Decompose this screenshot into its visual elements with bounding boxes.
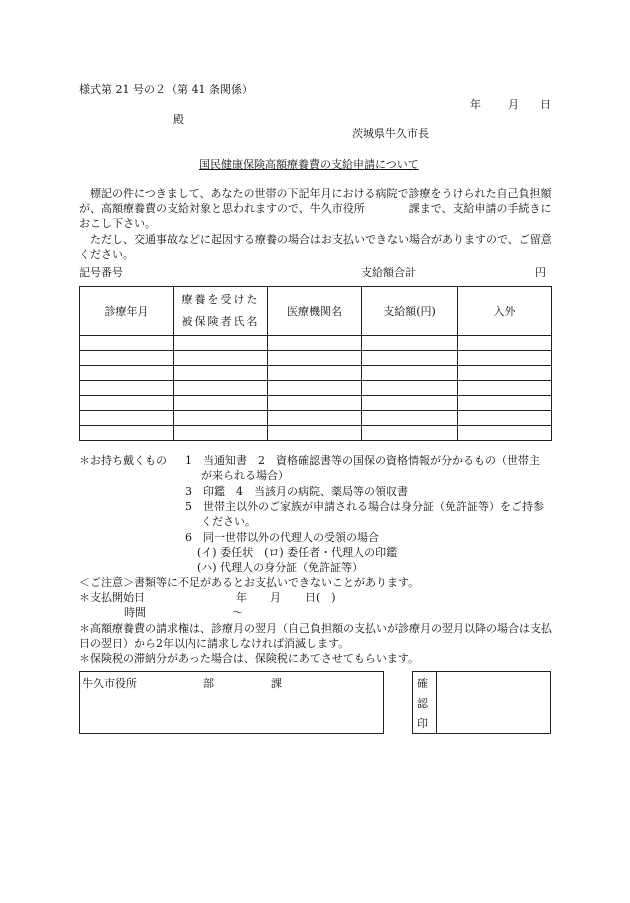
addressee-suffix: 殿 [173,113,184,126]
col-header-amount: 支給額(円) [362,287,458,336]
table-cell [174,426,268,441]
table-header-row [80,287,552,336]
col-header-patient-line2: 被保険者氏名 [181,315,260,328]
table-cell [362,381,458,396]
seal-char-1: 確 [417,677,428,690]
seal-char-3: 印 [417,717,428,730]
table-cell [362,411,458,426]
seal-divider [436,671,437,734]
table-cell [362,351,458,366]
table-cell [80,351,174,366]
col-header-patient-name [174,287,268,336]
table-cell [80,336,174,351]
table-cell [458,381,552,396]
payment-year-label: 年 [236,591,247,604]
table-cell [80,426,174,441]
bring-item-5-cont: ください。 [201,515,256,528]
claims-table [79,286,552,441]
table-cell [268,396,362,411]
issuer: 茨城県牛久市長 [352,127,429,140]
table-cell [458,366,552,381]
table-cell [362,366,458,381]
bring-item-6: 6 同一世帯以外の代理人の受領の場合 [185,531,379,544]
table-cell [80,366,174,381]
bring-item-5: 5 世帯主以外のご家族が申請される場合は身分証（免許証等）をご持参 [185,500,544,513]
table-row [80,426,552,441]
date-day-label: 日 [540,98,551,111]
table-cell [458,426,552,441]
table-cell [174,351,268,366]
bring-item-6-b: (ハ) 代理人の身分証（免許証等） [197,561,364,574]
date-month-label: 月 [508,98,519,111]
caution-note: ＜ご注意＞書類等に不足があるとお支払いできないことがあります。 [79,576,420,589]
table-row [80,411,552,426]
bring-item-1-2-cont: が来られる場合） [201,469,289,482]
table-cell [268,411,362,426]
office-name: 牛久市役所 [82,677,137,690]
table-cell [174,411,268,426]
time-label: 時間 [124,606,146,619]
table-cell [174,396,268,411]
table-cell [174,381,268,396]
total-amount-unit: 円 [535,266,546,279]
bring-item-6-a: (イ) 委任状 (ロ) 委任者・代理人の印鑑 [197,546,398,559]
table-cell [458,336,552,351]
office-dept-label: 部 [203,677,214,690]
table-row [80,381,552,396]
total-amount-label: 支給額合計 [361,266,416,279]
col-header-in-out: 入外 [458,287,552,336]
table-row [80,336,552,351]
table-row [80,351,552,366]
payment-month-label: 月 [270,591,281,604]
table-cell [80,381,174,396]
table-cell [174,366,268,381]
col-header-month: 診療年月 [80,287,174,336]
paragraph-note: ただし、交通事故などに起因する療養の場合はお支払いできない場合がありますので、ご留意ください。 [79,233,552,261]
table-cell [174,336,268,351]
time-range-tilde: 〜 [232,606,243,619]
table-cell [268,351,362,366]
table-cell [268,366,362,381]
table-row [80,396,552,411]
payment-start-label: ＊支払開始日 [79,591,145,604]
date-year-label: 年 [470,98,481,111]
confirmation-seal-box [412,671,551,734]
paragraph-intro: 標記の件につきまして、あなたの世帯の下記年月における病院で診療をうけられた自己負担額が、高額療養費の支給対象と思われますので、牛久市役所 課まで、支給申請の手続きにおこし下さい。 [79,187,552,230]
payment-day-label: 日( ) [305,591,336,604]
table-cell [268,381,362,396]
table-cell [80,411,174,426]
office-section-label: 課 [271,677,282,690]
symbol-number-label: 記号番号 [79,266,123,279]
table-cell [458,351,552,366]
bring-item-3-4: 3 印鑑 4 当該月の病院、薬局等の領収書 [185,485,408,498]
bring-items-label: ＊お持ち戴くもの [79,454,167,467]
table-cell [80,396,174,411]
table-cell [458,396,552,411]
document-title: 国民健康保険高額療養費の支給申請について [199,158,419,171]
col-header-patient-line1: 療養を受けた [181,293,260,306]
table-cell [362,336,458,351]
col-header-institution: 医療機関名 [268,287,362,336]
table-cell [362,396,458,411]
claim-right-note: ＊高額療養費の請求権は、診療月の翌月（自己負担額の支払いが診療月の翌月以降の場合は支払日の翌日）から2年以内に請求しなければ消滅します。 [79,622,552,650]
bring-item-1-2: 1 当通知書 2 資格確認書等の国保の資格情報が分かるもの（世帯主 [185,454,540,467]
table-cell [268,426,362,441]
tax-note: ＊保険税の滞納分があった場合は、保険税にあてさせてもらいます。 [79,652,420,665]
table-row [80,366,552,381]
table-cell [458,411,552,426]
seal-char-2: 認 [417,697,428,710]
table-cell [268,336,362,351]
table-cell [362,426,458,441]
form-number: 様式第 21 号の２（第 41 条関係） [79,83,253,96]
